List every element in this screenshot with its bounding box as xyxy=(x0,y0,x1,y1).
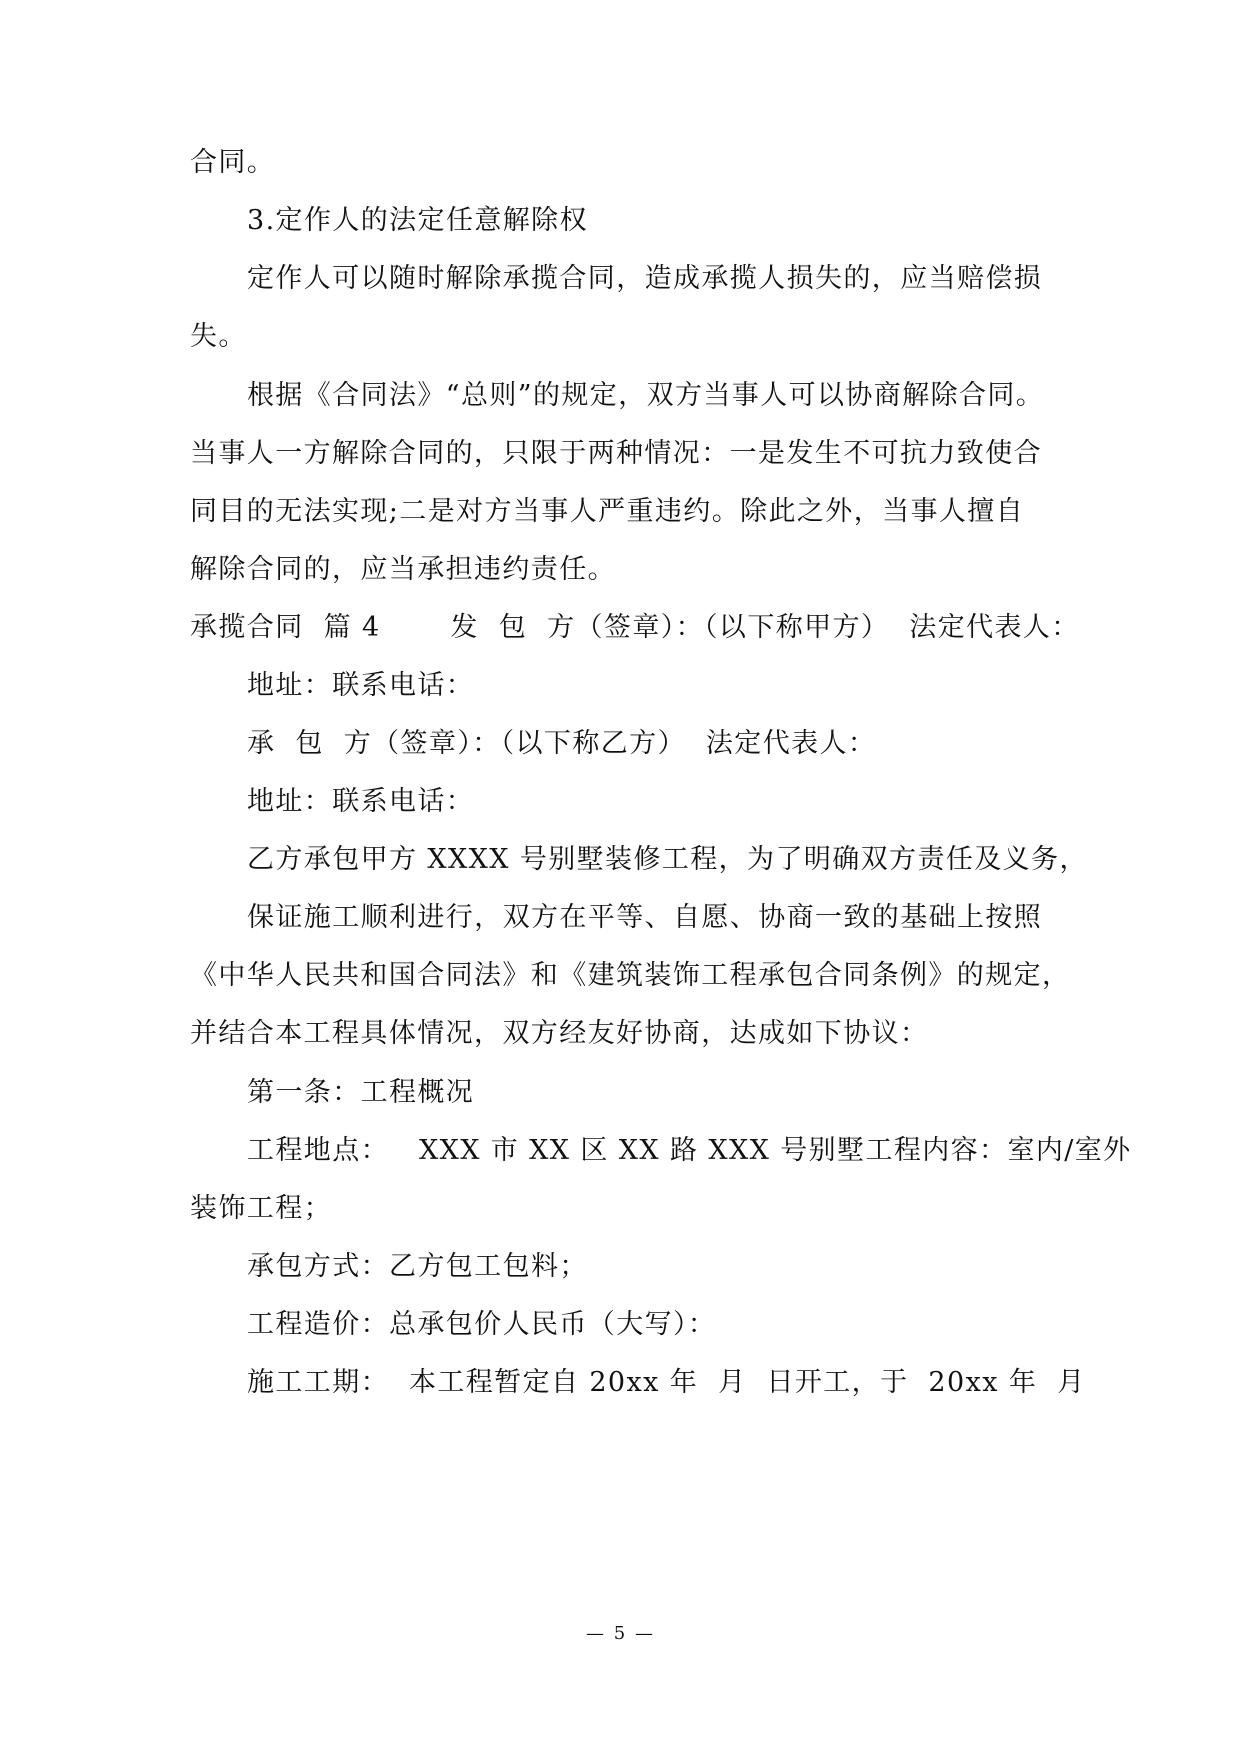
text-line: 承包方式：乙方包工包料； xyxy=(247,1251,588,1282)
text-line: 乙方承包甲方 XXXX 号别墅装修工程，为了明确双方责任及义务， xyxy=(247,844,1088,875)
text-line: 地址：联系电话： xyxy=(247,786,475,817)
page-number: — 5 — xyxy=(586,1623,655,1644)
text-line: 工程造价：总承包价人民币（大写）： xyxy=(247,1309,717,1340)
article-heading: 第一条：工程概况 xyxy=(247,1077,475,1108)
section-heading: 3.定作人的法定任意解除权 xyxy=(247,205,588,236)
text-line: 地址：联系电话： xyxy=(247,670,475,701)
text-line: 解除合同的，应当承担违约责任。 xyxy=(190,554,616,585)
text-line: 施工工期： 本工程暂定自 20xx 年 月 日开工，于 20xx 年 月 xyxy=(247,1367,1086,1398)
text-line: 失。 xyxy=(190,321,247,352)
text-line: 保证施工顺利进行，双方在平等、自愿、协商一致的基础上按照 xyxy=(247,902,1043,933)
contract-heading: 承揽合同 篇 4 发 包 方（签章）：（以下称甲方） 法定代表人： xyxy=(190,612,1080,643)
text-line: 定作人可以随时解除承揽合同，造成承揽人损失的，应当赔偿损 xyxy=(247,263,1043,294)
text-line: 根据《合同法》“总则”的规定，双方当事人可以协商解除合同。 xyxy=(247,380,1045,411)
text-line: 合同。 xyxy=(190,147,276,178)
text-line: 承 包 方（签章）：（以下称乙方） 法定代表人： xyxy=(247,728,877,759)
text-line: 同目的无法实现;二是对方当事人严重违约。除此之外，当事人擅自 xyxy=(190,496,1025,527)
text-line: 工程地点： XXX 市 XX 区 XX 路 XXX 号别墅工程内容：室内/室外 xyxy=(247,1135,1132,1166)
text-line: 装饰工程； xyxy=(190,1193,332,1224)
text-line: 当事人一方解除合同的，只限于两种情况：一是发生不可抗力致使合 xyxy=(190,438,1042,469)
text-line: 并结合本工程具体情况，双方经友好协商，达成如下协议： xyxy=(190,1018,929,1049)
text-line: 《中华人民共和国合同法》和《建筑装饰工程承包合同条例》的规定， xyxy=(190,960,1071,991)
